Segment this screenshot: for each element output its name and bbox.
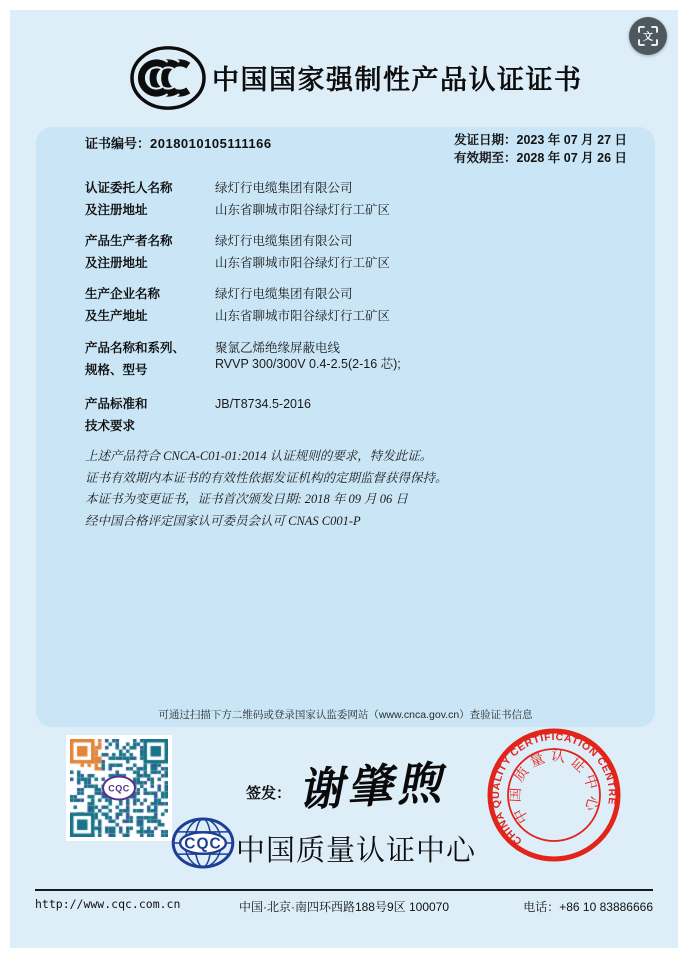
field-value: [215, 177, 625, 221]
field-product-standard: [85, 393, 625, 437]
field-value-line1: 绿灯行电缆集团有限公司: [215, 287, 353, 301]
field-value-line2: 山东省聊城市阳谷绿灯行工矿区: [215, 256, 391, 270]
field-label-line1: 产品标准和: [85, 397, 148, 411]
certificate-number-label: 证书编号：: [85, 136, 151, 151]
certificate-statements: [85, 446, 625, 532]
issue-date-label: 发证日期：: [454, 133, 517, 147]
translate-frame-icon: [637, 25, 659, 47]
field-label-line1: 产品名称和系列、: [85, 341, 186, 355]
statement-line: 证书有效期内本证书的有效性依据发证机构的定期监督获得保持。: [85, 470, 448, 485]
field-value-line2: 山东省聊城市阳谷绿灯行工矿区: [215, 203, 391, 217]
page-title: 中国国家强制性产品认证证书: [212, 65, 583, 95]
field-value: [215, 230, 625, 274]
field-label: [85, 337, 215, 381]
svg-text:中国质量认证中心: [507, 747, 602, 826]
field-value: [215, 393, 625, 437]
footer-phone: 电话：+86 10 83886666: [523, 900, 653, 914]
field-value: [215, 337, 625, 381]
translate-image-button[interactable]: [629, 17, 667, 55]
issuer-name: 中国质量认证中心: [236, 835, 477, 867]
cqc-logo-text: CQC: [184, 835, 222, 853]
field-label-line2: 及注册地址: [85, 256, 148, 270]
qr-code: [66, 735, 172, 841]
stamp-inner-text: 中国质量认证中心: [506, 746, 602, 827]
field-label: [85, 283, 215, 327]
field-label-line2: 及注册地址: [85, 203, 148, 217]
statement-line: 本证书为变更证书，证书首次颁发日期: 2018 年 09 月 06 日: [85, 492, 408, 506]
certificate-number-value: 2018010105111166: [150, 136, 272, 151]
qr-center-logo: CQC: [102, 776, 136, 801]
field-value-line1: 绿灯行电缆集团有限公司: [215, 181, 353, 195]
field-label: [85, 177, 215, 221]
field-applicant: [85, 177, 625, 221]
field-value: [215, 283, 625, 327]
field-label: [85, 230, 215, 274]
field-label-line1: 产品生产者名称: [85, 234, 173, 248]
field-label-line1: 生产企业名称: [85, 287, 161, 301]
field-value-line1: JB/T8734.5-2016: [215, 397, 311, 411]
field-label-line1: 认证委托人名称: [85, 181, 173, 195]
sign-label: 签发：: [246, 786, 292, 802]
field-manufacturer: [85, 230, 625, 274]
statement-line: 上述产品符合 CNCA-C01-01:2014 认证规则的要求，特发此证。: [85, 449, 433, 463]
field-value-line1: 聚氯乙烯绝缘屏蔽电线: [215, 341, 341, 355]
cqc-globe-icon: [170, 816, 236, 870]
issue-date-row: [454, 131, 627, 149]
stamp-outer-text: CHINA QUALITY CERTIFICATION CENTRE: [490, 731, 618, 847]
field-label: [85, 393, 215, 437]
official-stamp: [481, 722, 627, 868]
field-value-line2: 山东省聊城市阳谷绿灯行工矿区: [215, 309, 391, 323]
certificate-number: [85, 133, 272, 152]
certificate-background: [10, 10, 678, 948]
field-production-enterprise: [85, 283, 625, 327]
valid-date-row: [454, 149, 627, 167]
date-block: [454, 131, 627, 167]
field-value-line2: RVVP 300/300V 0.4-2.5(2-16 芯);: [215, 357, 401, 371]
verify-note: 可通过扫描下方二维码或登录国家认监委网站（www.cnca.gov.cn）查验证书信息: [158, 709, 533, 721]
field-label-line2: 规格、型号: [85, 363, 148, 377]
ccc-mark-icon: [126, 42, 210, 114]
field-product-name-model: [85, 337, 625, 381]
footer-address: 中国·北京·南四环西路188号9区 100070: [238, 900, 450, 914]
footer-url: http://www.cqc.com.cn: [35, 897, 181, 911]
statement-line: 经中国合格评定国家认可委员会认可 CNAS C001-P: [85, 513, 361, 528]
field-label-line2: 及生产地址: [85, 309, 148, 323]
valid-until-value: 2028 年 07 月 26 日: [516, 151, 627, 165]
signature-handwriting: 谢肇煦: [297, 758, 447, 816]
footer-divider: [35, 889, 653, 891]
field-value-line1: 绿灯行电缆集团有限公司: [215, 234, 353, 248]
issue-date-value: 2023 年 07 月 27 日: [516, 133, 627, 147]
field-label-line2: 技术要求: [85, 419, 136, 433]
valid-until-label: 有效期至：: [454, 151, 517, 165]
translate-glyph: 文: [643, 32, 653, 43]
